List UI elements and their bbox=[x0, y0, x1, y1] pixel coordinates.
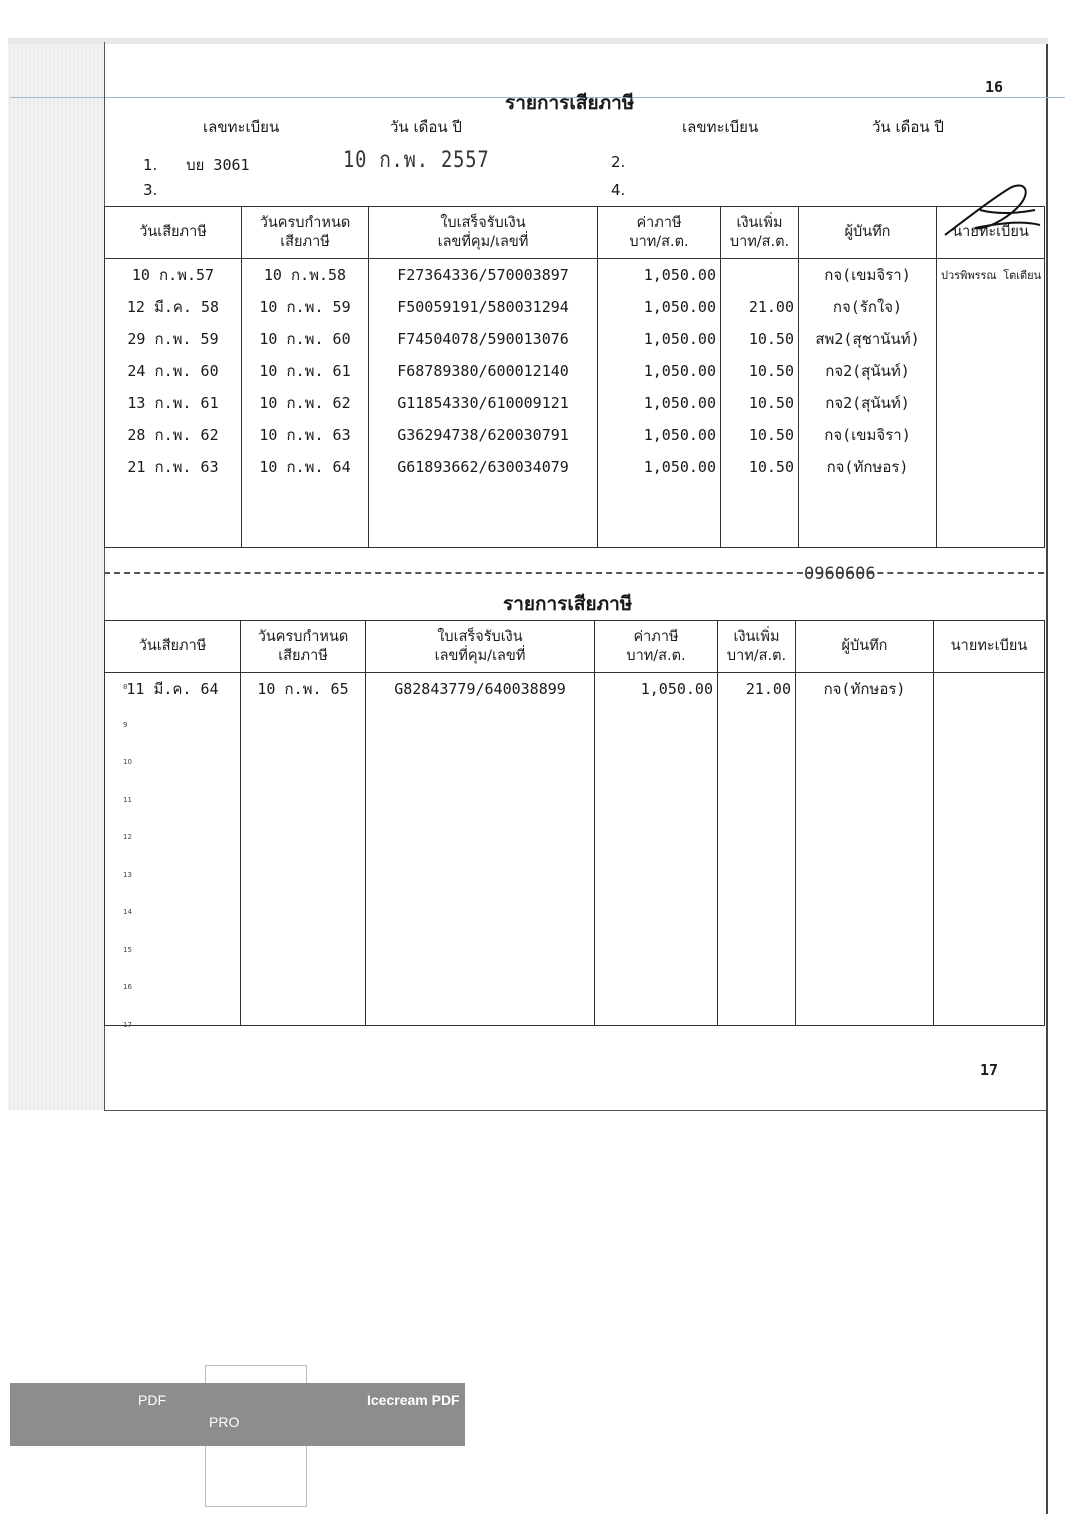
cell-receipt bbox=[366, 705, 595, 737]
cell-tax bbox=[595, 737, 718, 769]
cell-surcharge bbox=[718, 833, 796, 865]
table-row bbox=[105, 961, 1045, 993]
cell-tax bbox=[595, 769, 718, 801]
table-row bbox=[105, 291, 1045, 323]
cell-registrar bbox=[934, 993, 1045, 1026]
col-surcharge: เงินเพิ่ม บาท/ส.ต. bbox=[721, 207, 799, 259]
cell-receipt: G11854330/610009121 bbox=[369, 387, 598, 419]
cell-paid: 10 ก.พ.57 bbox=[105, 259, 242, 292]
table-row bbox=[105, 705, 1045, 737]
col-receipt: ใบเสร็จรับเงิน เลขที่คุม/เลขที่ bbox=[366, 621, 595, 673]
cell-surcharge bbox=[721, 483, 799, 515]
table-row bbox=[105, 355, 1045, 387]
cell-surcharge bbox=[718, 769, 796, 801]
cell-due bbox=[241, 993, 366, 1026]
cell-due bbox=[241, 737, 366, 769]
cell-paid: 12 มี.ค. 58 bbox=[105, 291, 242, 323]
serial-number: 0960606 bbox=[804, 564, 876, 584]
cell-surcharge bbox=[721, 515, 799, 548]
cell-registrar bbox=[934, 961, 1045, 993]
cell-receipt bbox=[369, 483, 598, 515]
cell-due bbox=[241, 705, 366, 737]
cell-recorder bbox=[796, 705, 934, 737]
signature bbox=[935, 180, 1045, 250]
cell-surcharge: 10.50 bbox=[721, 387, 799, 419]
cell-surcharge bbox=[718, 705, 796, 737]
col-paid-date: วันเสียภาษี bbox=[105, 207, 242, 259]
cell-due: 10 ก.พ. 60 bbox=[242, 323, 369, 355]
table-row bbox=[105, 769, 1045, 801]
cell-registrar bbox=[937, 451, 1045, 483]
cell-surcharge: 21.00 bbox=[721, 291, 799, 323]
cell-recorder bbox=[796, 833, 934, 865]
cell-recorder: กจ(ทักษอร) bbox=[799, 451, 937, 483]
cell-surcharge: 10.50 bbox=[721, 451, 799, 483]
reg-num: 1. bbox=[143, 156, 158, 174]
cell-surcharge: 10.50 bbox=[721, 323, 799, 355]
cell-recorder: กจ(ทักษอร) bbox=[796, 673, 934, 706]
cell-paid bbox=[105, 515, 242, 548]
row-number: 13 bbox=[123, 870, 132, 879]
cell-registrar bbox=[937, 387, 1045, 419]
date-stamp: 10 ก.พ. 2557 bbox=[343, 148, 490, 173]
cell-tax: 1,050.00 bbox=[598, 355, 721, 387]
section-title-2: รายการเสียภาษี bbox=[503, 593, 633, 615]
cell-receipt bbox=[366, 929, 595, 961]
cell-due bbox=[241, 929, 366, 961]
row-number: 16 bbox=[123, 983, 132, 991]
cell-surcharge bbox=[718, 929, 796, 961]
cell-recorder bbox=[796, 737, 934, 769]
table-row bbox=[105, 323, 1045, 355]
cell-receipt bbox=[366, 769, 595, 801]
cell-tax: 1,050.00 bbox=[595, 673, 718, 706]
row-number: 10 bbox=[123, 758, 132, 766]
cell-receipt bbox=[366, 801, 595, 833]
cell-due bbox=[241, 865, 366, 897]
cell-paid: 13 ก.พ. 61 bbox=[105, 387, 242, 419]
cell-tax bbox=[595, 865, 718, 897]
table-row bbox=[105, 515, 1045, 548]
registration-1 bbox=[143, 153, 250, 177]
row-number: 14 bbox=[123, 908, 132, 916]
cell-receipt: F74504078/590013076 bbox=[369, 323, 598, 355]
cell-paid: 21 ก.พ. 63 bbox=[105, 451, 242, 483]
reg-value: บย 3061 bbox=[186, 156, 250, 174]
cell-due: 10 ก.พ. 63 bbox=[242, 419, 369, 451]
cell-surcharge bbox=[718, 865, 796, 897]
cell-tax bbox=[595, 833, 718, 865]
cell-tax: 1,050.00 bbox=[598, 419, 721, 451]
cell-due bbox=[241, 801, 366, 833]
cell-due bbox=[242, 515, 369, 548]
cell-due: 10 ก.พ. 61 bbox=[242, 355, 369, 387]
table-row bbox=[105, 865, 1045, 897]
table-row bbox=[105, 929, 1045, 961]
cell-surcharge bbox=[718, 737, 796, 769]
cell-surcharge bbox=[718, 897, 796, 929]
cell-tax bbox=[595, 961, 718, 993]
table-row bbox=[105, 259, 1045, 292]
page-number-bottom: 17 bbox=[980, 1061, 999, 1079]
cell-registrar bbox=[937, 419, 1045, 451]
cell-receipt bbox=[366, 961, 595, 993]
cell-registrar bbox=[934, 865, 1045, 897]
cell-registrar bbox=[937, 323, 1045, 355]
reg-no-label: เลขทะเบียน bbox=[203, 118, 280, 136]
registration-2 bbox=[611, 153, 625, 171]
col-registrar: นายทะเบียน bbox=[937, 207, 1045, 259]
cell-due: 10 ก.พ. 65 bbox=[241, 673, 366, 706]
cell-registrar bbox=[937, 483, 1045, 515]
table-row bbox=[105, 673, 1045, 706]
cell-surcharge: 10.50 bbox=[721, 419, 799, 451]
cell-paid: 28 ก.พ. 62 bbox=[105, 419, 242, 451]
cell-receipt: F68789380/600012140 bbox=[369, 355, 598, 387]
cell-recorder: กจ(รักใจ) bbox=[799, 291, 937, 323]
cell-registrar bbox=[934, 833, 1045, 865]
cell-registrar bbox=[934, 769, 1045, 801]
cell-registrar bbox=[934, 929, 1045, 961]
cell-tax bbox=[595, 801, 718, 833]
watermark-text-brand: Icecream PDF bbox=[367, 1392, 460, 1408]
reg-num: 2. bbox=[611, 153, 626, 171]
cell-receipt bbox=[366, 993, 595, 1026]
cell-registrar bbox=[934, 897, 1045, 929]
cell-tax bbox=[595, 929, 718, 961]
cell-registrar bbox=[937, 355, 1045, 387]
table-row bbox=[105, 737, 1045, 769]
cell-receipt bbox=[366, 737, 595, 769]
cell-recorder bbox=[799, 483, 937, 515]
cell-registrar bbox=[937, 291, 1045, 323]
row-number: 8 bbox=[123, 683, 128, 691]
cell-recorder bbox=[796, 961, 934, 993]
cell-due bbox=[242, 483, 369, 515]
cell-tax bbox=[595, 705, 718, 737]
cell-paid: 24 ก.พ. 60 bbox=[105, 355, 242, 387]
cell-due bbox=[241, 961, 366, 993]
cell-paid bbox=[105, 801, 241, 833]
date-label-right: วัน เดือน ปี bbox=[872, 118, 944, 136]
cell-tax: 1,050.00 bbox=[598, 451, 721, 483]
registration-4 bbox=[611, 181, 625, 199]
table-row bbox=[105, 993, 1045, 1026]
cell-recorder bbox=[799, 515, 937, 548]
col-surcharge: เงินเพิ่ม บาท/ส.ต. bbox=[718, 621, 796, 673]
col-tax: ค่าภาษี บาท/ส.ต. bbox=[598, 207, 721, 259]
reg-num: 3. bbox=[143, 181, 158, 199]
cell-receipt: G36294738/620030791 bbox=[369, 419, 598, 451]
cell-receipt bbox=[366, 865, 595, 897]
row-number: 15 bbox=[123, 945, 132, 954]
cell-tax bbox=[598, 515, 721, 548]
cell-receipt bbox=[369, 515, 598, 548]
cell-receipt: F50059191/580031294 bbox=[369, 291, 598, 323]
watermark-banner bbox=[10, 1383, 465, 1446]
cell-tax: 1,050.00 bbox=[598, 387, 721, 419]
col-registrar: นายทะเบียน bbox=[934, 621, 1045, 673]
cell-paid bbox=[105, 483, 242, 515]
tax-table-2 bbox=[104, 620, 1045, 1026]
row-number: 11 bbox=[123, 795, 132, 804]
registration-3 bbox=[143, 181, 157, 199]
cell-registrar bbox=[934, 705, 1045, 737]
cell-receipt bbox=[366, 833, 595, 865]
cell-tax bbox=[595, 993, 718, 1026]
cell-recorder bbox=[796, 865, 934, 897]
cell-surcharge bbox=[718, 801, 796, 833]
cell-receipt: F27364336/570003897 bbox=[369, 259, 598, 292]
cell-tax: 1,050.00 bbox=[598, 323, 721, 355]
cell-due: 10 ก.พ. 64 bbox=[242, 451, 369, 483]
cell-receipt: G82843779/640038899 bbox=[366, 673, 595, 706]
table-row bbox=[105, 387, 1045, 419]
section-title: รายการเสียภาษี bbox=[505, 92, 635, 114]
cell-recorder: กจ2(สุนันท์) bbox=[799, 355, 937, 387]
cell-recorder bbox=[796, 897, 934, 929]
col-receipt: ใบเสร็จรับเงิน เลขที่คุม/เลขที่ bbox=[369, 207, 598, 259]
cell-due bbox=[241, 897, 366, 929]
cell-registrar bbox=[937, 515, 1045, 548]
cell-recorder bbox=[796, 993, 934, 1026]
col-recorder: ผู้บันทึก bbox=[799, 207, 937, 259]
row-number: 17 bbox=[123, 1020, 132, 1029]
col-due-date: วันครบกำหนด เสียภาษี bbox=[241, 621, 366, 673]
cell-registrar: ปวรพิพรรณ โตเตียน bbox=[937, 259, 1045, 292]
table-row bbox=[105, 833, 1045, 865]
cell-registrar bbox=[934, 737, 1045, 769]
cell-recorder: สพ2(สุชานันท์) bbox=[799, 323, 937, 355]
reg-no-label-right: เลขทะเบียน bbox=[682, 118, 759, 136]
cell-receipt: G61893662/630034079 bbox=[369, 451, 598, 483]
table-row bbox=[105, 419, 1045, 451]
table-row bbox=[105, 483, 1045, 515]
col-paid-date: วันเสียภาษี bbox=[105, 621, 241, 673]
table-row bbox=[105, 451, 1045, 483]
cell-surcharge: 21.00 bbox=[718, 673, 796, 706]
cell-due: 10 ก.พ. 62 bbox=[242, 387, 369, 419]
cell-recorder bbox=[796, 801, 934, 833]
cell-paid: 29 ก.พ. 59 bbox=[105, 323, 242, 355]
col-recorder: ผู้บันทึก bbox=[796, 621, 934, 673]
cell-recorder: กจ2(สุนันท์) bbox=[799, 387, 937, 419]
row-number: 9 bbox=[123, 720, 128, 729]
cell-surcharge: 10.50 bbox=[721, 355, 799, 387]
cell-registrar bbox=[934, 673, 1045, 706]
cell-recorder bbox=[796, 769, 934, 801]
cell-surcharge bbox=[718, 961, 796, 993]
date-label: วัน เดือน ปี bbox=[390, 118, 462, 136]
cell-recorder: กจ(เขมจิรา) bbox=[799, 419, 937, 451]
col-tax: ค่าภาษี บาท/ส.ต. bbox=[595, 621, 718, 673]
cell-surcharge bbox=[718, 993, 796, 1026]
cell-registrar bbox=[934, 801, 1045, 833]
cell-tax: 1,050.00 bbox=[598, 259, 721, 292]
watermark-text-pdf: PDF bbox=[138, 1392, 166, 1408]
cell-tax bbox=[595, 897, 718, 929]
cell-receipt bbox=[366, 897, 595, 929]
col-due-date: วันครบกำหนด เสียภาษี bbox=[242, 207, 369, 259]
cell-due: 10 ก.พ. 59 bbox=[242, 291, 369, 323]
watermark-text-pro: PRO bbox=[209, 1414, 240, 1430]
reg-num: 4. bbox=[611, 181, 626, 199]
cell-due: 10 ก.พ.58 bbox=[242, 259, 369, 292]
cell-recorder: กจ(เขมจิรา) bbox=[799, 259, 937, 292]
cell-tax: 1,050.00 bbox=[598, 291, 721, 323]
tax-table-1 bbox=[104, 206, 1045, 548]
table-row bbox=[105, 897, 1045, 929]
table-row bbox=[105, 801, 1045, 833]
cell-paid: 11 มี.ค. 64 bbox=[105, 673, 241, 706]
scan-shadow-left bbox=[8, 38, 104, 1110]
cell-surcharge bbox=[721, 259, 799, 292]
cell-due bbox=[241, 769, 366, 801]
cell-tax bbox=[598, 483, 721, 515]
cell-recorder bbox=[796, 929, 934, 961]
page-number-top: 16 bbox=[985, 78, 1004, 96]
row-number: 12 bbox=[123, 833, 132, 841]
cell-due bbox=[241, 833, 366, 865]
